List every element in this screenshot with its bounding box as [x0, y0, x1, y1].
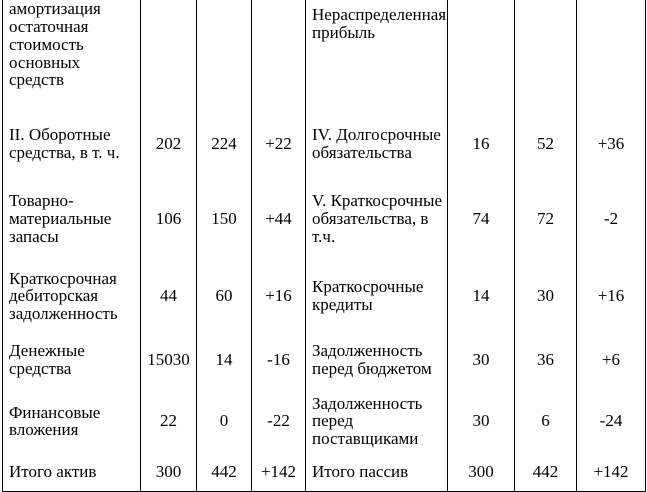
asset-start-value: 44 [141, 262, 197, 330]
liability-end-value: 52 [515, 112, 577, 176]
liability-start-value: 16 [448, 112, 515, 176]
liability-start-value: 30 [448, 390, 515, 452]
liability-end-value: 36 [515, 330, 577, 390]
asset-change-value [252, 0, 306, 112]
asset-end-value: 60 [197, 262, 252, 330]
asset-change-value: +44 [252, 176, 306, 262]
asset-label: Финансовые вложения [3, 390, 141, 452]
asset-change-value: +22 [252, 112, 306, 176]
asset-end-value: 442 [197, 452, 252, 491]
table-row [3, 390, 646, 452]
liability-change-value: +16 [577, 262, 646, 330]
asset-change-value: +142 [252, 452, 306, 491]
asset-end-value: 14 [197, 330, 252, 390]
liability-end-value: 30 [515, 262, 577, 330]
asset-start-value: 106 [141, 176, 197, 262]
liability-change-value: -24 [577, 390, 646, 452]
asset-start-value: 300 [141, 452, 197, 491]
balance-table [2, 0, 646, 492]
asset-end-value: 150 [197, 176, 252, 262]
asset-change-value: -22 [252, 390, 306, 452]
asset-change-value: +16 [252, 262, 306, 330]
liability-end-value: 6 [515, 390, 577, 452]
liability-change-value: +6 [577, 330, 646, 390]
liability-label: IV. Долгосрочные обязательства [306, 112, 448, 176]
asset-start-value: 202 [141, 112, 197, 176]
table-row [3, 112, 646, 176]
asset-label: Итого актив [3, 452, 141, 491]
table-row [3, 0, 646, 112]
liability-label: Нераспределенная прибыль [306, 0, 448, 112]
asset-label: II. Оборотные средства, в т. ч. [3, 112, 141, 176]
asset-change-value: -16 [252, 330, 306, 390]
asset-label: Краткосрочная дебиторская задолженность [3, 262, 141, 330]
liability-start-value: 300 [448, 452, 515, 491]
asset-start-value: 22 [141, 390, 197, 452]
asset-label: Товарно-материальные запасы [3, 176, 141, 262]
liability-change-value: +36 [577, 112, 646, 176]
asset-end-value: 224 [197, 112, 252, 176]
asset-end-value: 0 [197, 390, 252, 452]
liability-label: Краткосрочные кредиты [306, 262, 448, 330]
liability-label: Итого пассив [306, 452, 448, 491]
table-row [3, 262, 646, 330]
liability-end-value [515, 0, 577, 112]
table-row [3, 452, 646, 491]
liability-label: V. Краткосрочные обязательства, в т.ч. [306, 176, 448, 262]
asset-start-value: 15030 [141, 330, 197, 390]
liability-label: Задолженность перед поставщиками [306, 390, 448, 452]
liability-end-value: 442 [515, 452, 577, 491]
liability-end-value: 72 [515, 176, 577, 262]
liability-start-value: 30 [448, 330, 515, 390]
liability-label: Задолженность перед бюджетом [306, 330, 448, 390]
table-row [3, 176, 646, 262]
liability-change-value [577, 0, 646, 112]
liability-start-value [448, 0, 515, 112]
asset-start-value [141, 0, 197, 112]
asset-label: амортизация остаточная стоимость основных средств [3, 0, 141, 112]
table-row [3, 330, 646, 390]
asset-end-value [197, 0, 252, 112]
asset-label: Денежные средства [3, 330, 141, 390]
liability-start-value: 74 [448, 176, 515, 262]
liability-change-value: +142 [577, 452, 646, 491]
liability-start-value: 14 [448, 262, 515, 330]
liability-change-value: -2 [577, 176, 646, 262]
